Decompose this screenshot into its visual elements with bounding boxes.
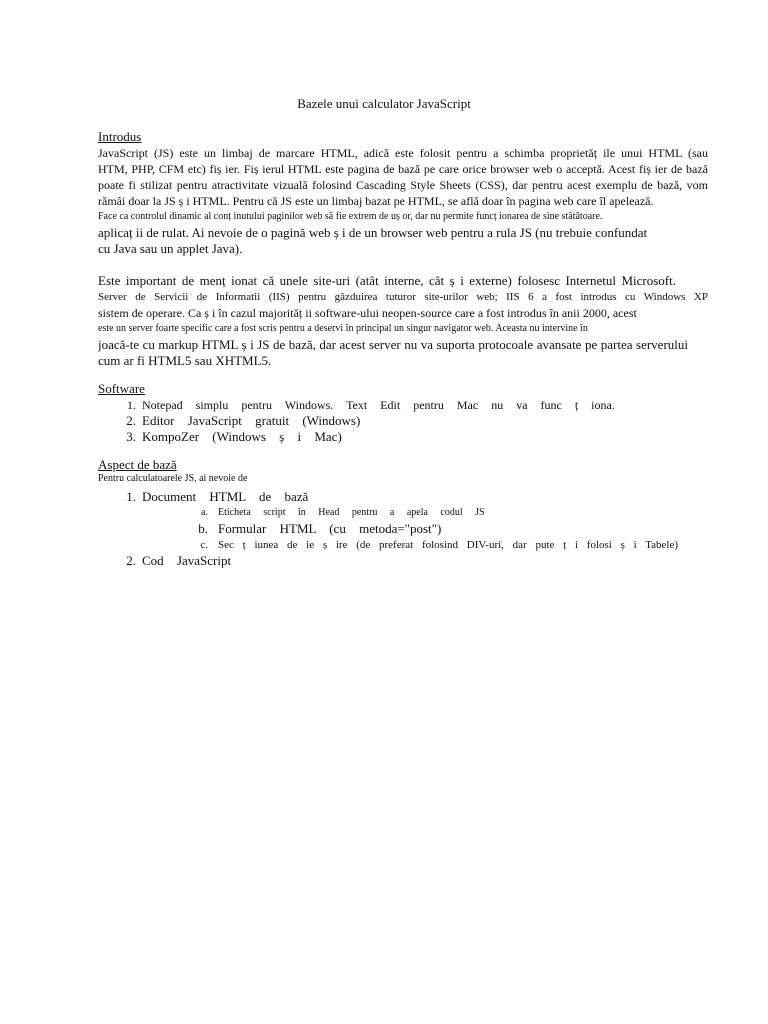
intro-line: rămâi doar la JS ș i HTML. Pentru că JS este un limbaj bazat pe HTML, se află doar în pagina web care îl apelează. (98, 194, 654, 208)
list-number: 1. (127, 398, 136, 412)
document-title: Bazele unui calculator JavaScript (297, 96, 471, 111)
list-item-text: Eticheta script în Head pentru a apela codul JS (218, 507, 485, 518)
list-item-text: Notepad simplu pentru Windows. Text Edit pentru Mac nu va func ț iona. (142, 398, 615, 412)
software-list (98, 397, 708, 445)
iis-line: Server de Servicii de Informatii (IIS) pentru găzduirea tuturor site-urilor web; IIS 6 a fost introdus cu Windows XP (98, 291, 708, 303)
iis-line: cum ar fi HTML5 sau XHTML5. (98, 353, 272, 368)
iis-line: Este important de menț ionat că unele site-uri (atât interne, cât ș i externe) folosesc Internetul Microsoft. (98, 273, 676, 288)
list-item-text: Editor JavaScript gratuit (Windows) (142, 413, 361, 428)
list-item (98, 429, 708, 445)
software-heading: Software (98, 381, 145, 396)
iis-line: este un server foarte specific care a fost scris pentru a deservi în principal un singur navigator web. Aceasta nu intervine în (98, 323, 588, 334)
intro-heading: Introdus (98, 129, 142, 144)
intro-line: poate fi stilizat pentru atractivitate vizuală folosind Cascading Style Sheets (CSS), dar pentru acest exemplu de bază, vom (98, 178, 708, 192)
intro-line: Face ca controlul dinamic al conț inutului paginilor web să fie extrem de uș or, dar nu permite funcț ionarea de sine stătătoare. (98, 211, 603, 222)
document-body (98, 129, 708, 569)
aspect-intro: Pentru calculatoarele JS, ai nevoie de (98, 473, 248, 484)
aspect-list (98, 489, 708, 569)
list-item-text: KompoZer (Windows ș i Mac) (142, 429, 342, 444)
list-number: b. (198, 521, 208, 536)
intro-paragraph (98, 145, 708, 257)
list-number: 2. (126, 553, 136, 568)
sub-list-item (98, 537, 708, 553)
sub-list-item (98, 505, 708, 521)
list-item-text: Document HTML de bază (142, 489, 309, 504)
iis-paragraph (98, 273, 708, 369)
iis-line: sistem de operare. Ca ș i în cazul majorităț ii software-ului neopen-source care a fost introdus în anii 2000, acest (98, 306, 637, 320)
list-item (98, 397, 708, 413)
list-item (98, 553, 708, 569)
list-number: 3. (126, 429, 136, 444)
iis-line: joacă-te cu markup HTML ș i JS de bază, dar acest server nu va suporta protocoale avansate pe partea serverului (98, 337, 688, 352)
list-item-text: Formular HTML (cu metoda="post") (218, 521, 442, 536)
list-number: 1. (126, 489, 136, 504)
list-number: c. (200, 539, 208, 551)
list-item (98, 489, 708, 505)
sub-list-item (98, 521, 708, 537)
list-item-text: Sec ț iunea de ie ș ire (de preferat folosind DIV-uri, dar pute ț i folosi ș i Tabele) (218, 539, 679, 551)
intro-line: JavaScript (JS) este un limbaj de marcare HTML, adică este folosit pentru a schimba proprietăț ile unui HTML (sau (98, 146, 708, 160)
intro-line: HTM, PHP, CFM etc) fiș ier. Fiș ierul HTML este pagina de bază pe care orice browser web o acceptă. Acest fiș ier de bază (98, 162, 708, 176)
list-item (98, 413, 708, 429)
list-number: 2. (126, 413, 136, 428)
aspect-heading: Aspect de bază (98, 457, 177, 472)
intro-line: aplicaț ii de rulat. Ai nevoie de o pagină web ș i de un browser web pentru a rula JS (nu trebuie confundat (98, 225, 648, 240)
list-number: a. (201, 507, 208, 518)
intro-line: cu Java sau un applet Java). (98, 241, 243, 256)
list-item-text: Cod JavaScript (142, 553, 232, 568)
